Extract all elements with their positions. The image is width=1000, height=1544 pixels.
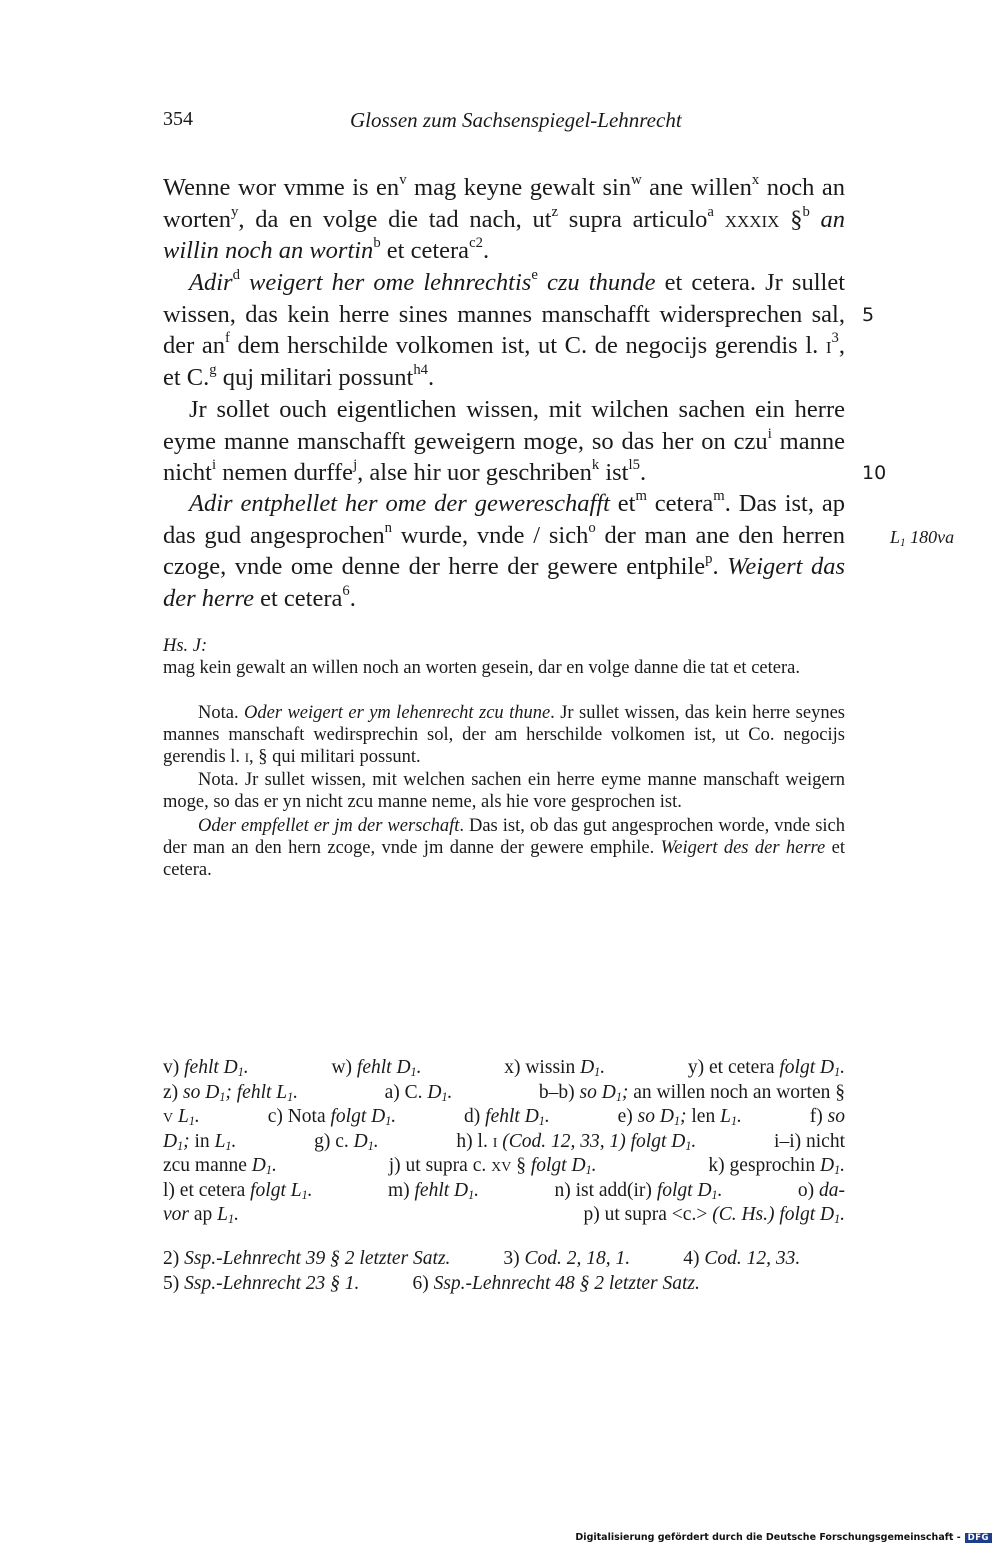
note-marker: k xyxy=(591,456,600,473)
italic-text: (Cod. 12, 33, 1) folgt D xyxy=(502,1130,686,1152)
note-marker: v xyxy=(399,171,407,188)
subscript: 1 xyxy=(673,1114,680,1129)
subscript: 1 xyxy=(228,1212,235,1227)
note-marker: w xyxy=(631,171,642,188)
source-footnote-line xyxy=(163,1247,845,1272)
apparatus-line xyxy=(163,1179,845,1204)
italic-text: Ssp.-Lehnrecht 39 § 2 letzter Satz. xyxy=(184,1248,451,1269)
note-marker: i xyxy=(767,425,772,442)
subscript: 1 xyxy=(711,1187,718,1202)
apparatus-entry: k) gesprochin $D_1$. xyxy=(708,1155,845,1178)
italic-text: . xyxy=(840,1057,845,1078)
source-footnote: 2) Ssp.-Lehnrecht 39 § 2 letzter Satz. xyxy=(163,1248,451,1269)
italic-text: an willin noch an wortin xyxy=(163,205,846,264)
italic-text: da- xyxy=(818,1179,845,1201)
italic-text: (C. Hs.) folgt D xyxy=(712,1204,835,1225)
note-marker: x xyxy=(751,171,760,188)
small-caps-text: i xyxy=(492,1130,498,1152)
manuscript-j-paragraph-2: Nota. Oder weigert er ym lehenrecht zcu thune. Jr sullet wissen, das kein herre seynes mannes manschaft wedirsprechin sol, der am herschilde volkomen ist, ut Co. negocijs gerendis l. i, § qui militari possunt. xyxy=(163,703,845,767)
italic-text: Weigert des der herre xyxy=(660,838,826,858)
apparatus-entry: j) ut supra c. xv § folgt $D_1$. xyxy=(388,1155,597,1178)
apparatus-line xyxy=(163,1130,845,1155)
italic-text: . xyxy=(231,1130,237,1152)
italic-text: ; xyxy=(621,1081,629,1103)
apparatus-entry: a) C. $D_1$. xyxy=(384,1081,453,1104)
apparatus-entry: v) fehlt $D_1$. xyxy=(163,1057,249,1080)
note-marker: n xyxy=(384,519,392,536)
apparatus-entry xyxy=(163,1105,200,1130)
italic-text: folgt D xyxy=(656,1179,712,1201)
italic-text: . xyxy=(243,1057,249,1078)
apparatus-entry: x) wissin $D_1$. xyxy=(504,1057,606,1080)
subscript: 1 xyxy=(834,1065,841,1080)
italic-text: L xyxy=(214,1130,226,1152)
subscript: 1 xyxy=(188,1114,195,1129)
note-marker: 6 xyxy=(342,582,350,599)
textual-apparatus xyxy=(163,1056,845,1228)
source-footnote-line xyxy=(163,1272,845,1297)
note-marker: y xyxy=(231,203,239,220)
subscript: 1 xyxy=(730,1114,737,1129)
italic-text: . xyxy=(736,1106,742,1127)
dfg-footer xyxy=(575,1532,992,1543)
italic-text: so D xyxy=(183,1081,220,1103)
italic-text: D xyxy=(353,1130,368,1152)
apparatus-entry: f) so xyxy=(809,1106,845,1127)
manuscript-j-heading: Hs. J: xyxy=(163,636,208,656)
italic-text: folgt D xyxy=(330,1106,386,1127)
note-marker: l5 xyxy=(628,456,640,473)
italic-text: . xyxy=(447,1081,453,1103)
subscript: 1 xyxy=(834,1212,841,1227)
note-marker: i xyxy=(212,456,217,473)
subscript: 1 xyxy=(685,1138,692,1153)
small-caps-text: i xyxy=(244,747,250,767)
note-marker: c2 xyxy=(469,234,483,251)
italic-text: ; xyxy=(183,1130,190,1152)
italic-text: fehlt D xyxy=(356,1057,411,1078)
italic-text: L xyxy=(178,1106,189,1127)
italic-text: . xyxy=(544,1106,550,1127)
dfg-logo: DFG xyxy=(965,1533,992,1543)
italic-text: Cod. 2, 18, 1. xyxy=(524,1248,631,1269)
page-number: 354 xyxy=(163,108,193,130)
italic-text: . xyxy=(840,1204,845,1225)
source-footnote: 4) Cod. 12, 33. xyxy=(683,1248,801,1269)
italic-text: D xyxy=(163,1130,178,1152)
italic-text: folgt D xyxy=(530,1155,586,1176)
small-caps-text: xv xyxy=(491,1155,512,1176)
note-marker: b xyxy=(802,203,810,220)
italic-text: . xyxy=(691,1130,697,1152)
apparatus-entry: d) fehlt $D_1$. xyxy=(464,1106,550,1129)
italic-text: czu thunde xyxy=(546,269,656,296)
apparatus-entry: o) da- xyxy=(797,1179,845,1201)
manuscript-j-paragraph-1: mag kein gewalt an willen noch an worten gesein, dar en volge danne die tat et cetera. xyxy=(163,658,800,678)
italic-text: weigert her ome lehnrechtis xyxy=(249,269,532,296)
subscript: 1 xyxy=(615,1089,622,1104)
note-marker: b xyxy=(373,234,381,251)
apparatus-entry: g) c. $D_1$. xyxy=(314,1130,379,1153)
subscript: 1 xyxy=(225,1138,232,1153)
italic-text: . xyxy=(307,1179,313,1201)
apparatus-line xyxy=(163,1203,845,1228)
subscript: 1 xyxy=(219,1089,226,1104)
apparatus-entry: e) so $D_1$; len $L_1$. xyxy=(617,1106,742,1129)
note-marker: m xyxy=(713,487,725,504)
note-marker: 3 xyxy=(831,329,839,346)
italic-text: D xyxy=(427,1081,442,1103)
subscript: 1 xyxy=(834,1163,841,1178)
apparatus-entry: c) Nota folgt $D_1$. xyxy=(267,1106,397,1129)
italic-text: . xyxy=(271,1155,277,1176)
source-footnote: 6) Ssp.-Lehnrecht 48 § 2 letzter Satz. xyxy=(412,1272,700,1294)
italic-text: D xyxy=(251,1155,266,1176)
italic-text: fehlt D xyxy=(184,1057,238,1078)
apparatus-entry: m) fehlt $D_1$. xyxy=(387,1179,480,1202)
italic-text: Oder weigert er ym lehenrecht zcu thune xyxy=(244,703,551,723)
apparatus-line xyxy=(163,1056,845,1081)
small-caps-text: v xyxy=(163,1106,174,1127)
manuscript-j-paragraph-3: Nota. Jr sullet wissen, mit welchen sachen ein herre eyme manne manschaft weigern moge, so das er yn nicht zcu manne neme, als hie vore gesprochen ist. xyxy=(163,770,845,812)
apparatus-entry: l) et cetera folgt $L_1$. xyxy=(163,1179,313,1202)
italic-text: Weigert das der herre xyxy=(163,553,846,612)
subscript: 1 xyxy=(468,1187,475,1202)
italic-text: vor xyxy=(163,1204,189,1225)
apparatus-line xyxy=(163,1105,845,1130)
italic-text: . xyxy=(194,1106,200,1127)
italic-text: . xyxy=(391,1106,397,1127)
source-footnote: 3) Cod. 2, 18, 1. xyxy=(503,1248,631,1269)
note-marker: z xyxy=(551,203,559,220)
subscript: 1 xyxy=(265,1163,272,1178)
italic-text: Cod. 12, 33. xyxy=(704,1248,801,1269)
italic-text: L xyxy=(720,1106,731,1127)
apparatus-entry: i–i) nicht xyxy=(774,1130,845,1152)
running-title: Glossen zum Sachsenspiegel-Lehnrecht xyxy=(350,108,682,132)
note-marker: e xyxy=(531,266,538,283)
main-paragraph-4: Adir entphellet her ome der gewereschafft $et^m$ cetera$^m$. Das ist, ap das gud angesprochen$^n$ wurde, vnde / sich$^o$ der man ane den herren czoge, vnde ome denne der herre der gewere entphile$^p$. Weigert das der herre et cetera$^6$. xyxy=(163,487,846,612)
main-paragraph-3: Jr sollet ouch eigentlichen wissen, mit wilchen sachen ein herre eyme manne manschafft geweigern moge, so das her on czu$^i$ manne nicht$^i$ nemen durffe$^j$, alse hir uor geschriben$^k$ ist$^{l5}$. xyxy=(163,396,845,486)
apparatus-entry: vor ap $L_1$. xyxy=(163,1204,239,1227)
apparatus-entry: n) ist add(ir) folgt $D_1$. xyxy=(554,1179,723,1202)
footer-text: Digitalisierung gefördert durch die Deutsche Forschungsgemeinschaft - xyxy=(575,1532,961,1543)
subscript: 1 xyxy=(177,1138,184,1153)
line-number-5: 5 xyxy=(862,304,875,326)
subscript: 1 xyxy=(287,1089,294,1104)
italic-text: ; fehlt L xyxy=(225,1081,288,1103)
italic-text: . xyxy=(840,1155,845,1176)
subscript: 1 xyxy=(237,1065,244,1080)
note-marker: m xyxy=(635,487,647,504)
source-footnotes xyxy=(163,1247,845,1296)
note-marker: f xyxy=(225,329,230,346)
apparatus-entry: b–b) so $D_1$; an willen noch an worten § xyxy=(538,1081,845,1104)
small-caps-text: i xyxy=(825,332,832,359)
line-number-10: 10 xyxy=(862,462,887,484)
note-marker: o xyxy=(588,519,596,536)
italic-text: so D xyxy=(637,1106,674,1127)
apparatus-entry: w) fehlt $D_1$. xyxy=(331,1057,422,1080)
italic-text: folgt L xyxy=(250,1179,302,1201)
italic-text: so D xyxy=(579,1081,616,1103)
note-marker: h4 xyxy=(413,361,428,378)
italic-text: . xyxy=(591,1155,597,1176)
italic-text: Ssp.-Lehnrecht 48 § 2 letzter Satz. xyxy=(433,1272,700,1294)
italic-text: . xyxy=(474,1179,480,1201)
note-marker: a xyxy=(707,203,714,220)
italic-text: Adir entphellet her ome der gewereschafft xyxy=(189,490,610,517)
italic-text: . xyxy=(373,1130,379,1152)
apparatus-entry: $D_1$; in $L_1$. xyxy=(163,1130,237,1153)
apparatus-line xyxy=(163,1081,845,1106)
italic-text: L xyxy=(217,1204,229,1225)
italic-text: . xyxy=(416,1057,422,1078)
italic-text: fehlt D xyxy=(485,1106,539,1127)
subscript: 1 xyxy=(594,1065,601,1080)
italic-text: ; xyxy=(680,1106,687,1127)
apparatus-entry: h) l. i (Cod. 12, 33, 1) folgt $D_1$. xyxy=(456,1130,697,1153)
italic-text: fehlt D xyxy=(414,1179,469,1201)
italic-text: D xyxy=(580,1057,595,1078)
italic-text: Ssp.-Lehnrecht 23 § 1. xyxy=(184,1272,360,1294)
apparatus-entry: zcu manne $D_1$. xyxy=(163,1155,277,1178)
subscript: 1 xyxy=(385,1114,392,1129)
subscript: 1 xyxy=(538,1114,545,1129)
source-footnote: 5) Ssp.-Lehnrecht 23 § 1. xyxy=(163,1272,360,1294)
main-paragraph-1: Wenne wor vmme is $en^v$ mag keyne gewalt $\sin^w$ ane willen$^x$ noch an worten$^y$, da en volge die tad nach, $ut^z$ supra articulo$^a$ xxxix §$^b$ an willin noch an wortin$^b$ et cetera$^{c2}$. xyxy=(163,171,846,264)
note-marker: g xyxy=(209,361,217,378)
italic-text: . xyxy=(234,1204,239,1225)
italic-text: . xyxy=(293,1081,299,1103)
italic-text: folgt D xyxy=(779,1057,835,1078)
subscript: 1 xyxy=(585,1163,592,1178)
marginal-folio-note: $L_1$ 180va xyxy=(890,527,955,549)
main-paragraph-2: Adir$^d$ weigert her ome lehnrechtis$^e$ czu thunde et cetera. Jr sullet wissen, das kein herre sines mannes manschafft widersprechen sal, der $an^f$ dem herschilde volkomen ist, ut C. de negocijs gerendis l. $i^3$, et C.$^g$ quj militari possunt$^{h4}$. xyxy=(163,266,845,391)
italic-text: D xyxy=(819,1155,835,1176)
apparatus-entry: z) so $D_1$; fehlt $L_1$. xyxy=(163,1081,299,1104)
apparatus-entry: p) ut supra <c.> (C. Hs.) folgt $D_1$. xyxy=(583,1204,845,1227)
apparatus-line xyxy=(163,1154,845,1179)
small-caps-text: xxxix xyxy=(724,205,780,233)
note-marker: d xyxy=(232,266,240,283)
subscript: 1 xyxy=(410,1065,417,1080)
subscript: 1 xyxy=(301,1187,308,1202)
note-marker: p xyxy=(705,550,713,567)
italic-text: . xyxy=(717,1179,723,1201)
italic-text: . xyxy=(600,1057,606,1078)
note-marker: j xyxy=(353,456,358,473)
italic-text: Adir xyxy=(189,269,233,296)
italic-text: Oder empfellet er jm der werschaft xyxy=(198,816,460,836)
apparatus-entry: y) et cetera folgt $D_1$. xyxy=(687,1057,845,1080)
subscript: 1 xyxy=(441,1089,448,1104)
italic-text: so xyxy=(827,1106,845,1127)
subscript: 1 xyxy=(367,1138,374,1153)
manuscript-j-paragraph-4: Oder empfellet er jm der werschaft. Das ist, ob das gut angesprochen worde, vnde sich der man an den hern zcoge, vnde jm danne der gewere emphile. Weigert des der herre et cetera. xyxy=(163,816,846,880)
